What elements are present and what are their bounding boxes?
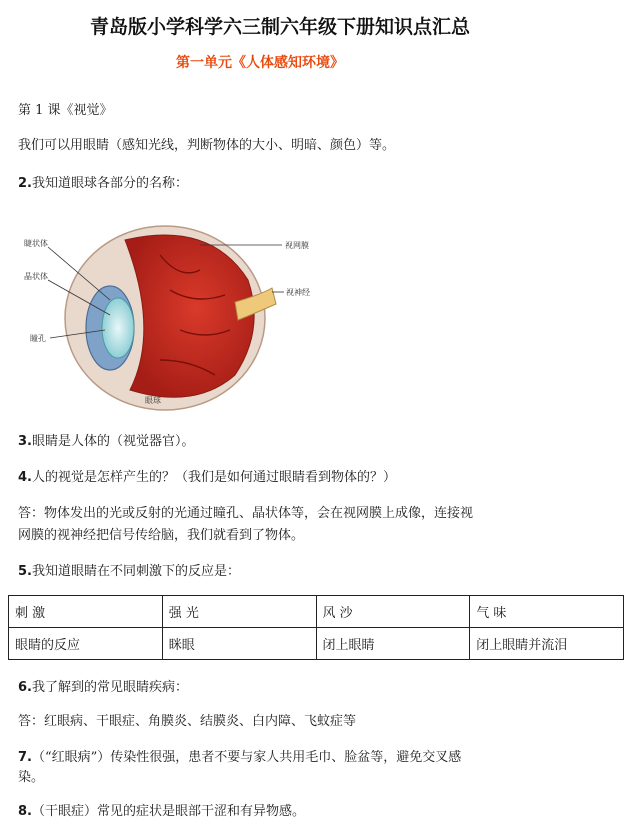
question-text: 眼睛是人体的（视觉器官）。 [31, 434, 195, 449]
table-cell: 刺 激 [9, 596, 163, 628]
answer-4-line-1: 答：物体发出的光或反射的光通过瞳孔、晶状体等，会在视网膜上成像，连接视 [18, 506, 474, 521]
question-text: （干眼症）常见的症状是眼部干涩和有异物感。 [31, 804, 305, 819]
question-text: 我知道眼球各部分的名称： [31, 176, 188, 191]
question-number: 4. [18, 470, 32, 485]
question-text: 我知道眼睛在不同刺激下的反应是： [31, 564, 240, 579]
table-cell: 风 沙 [316, 596, 470, 628]
question-text: 人的视觉是怎样产生的？（我们是如何通过眼睛看到物体的？） [31, 470, 396, 485]
question-number: 6. [18, 680, 32, 695]
table-cell: 眼睛的反应 [9, 628, 163, 660]
question-7-line-2: 染。 [18, 770, 45, 785]
question-3 [18, 432, 195, 452]
table-cell: 气 味 [470, 596, 624, 628]
table-cell: 闭上眼睛并流泪 [470, 628, 624, 660]
question-2 [18, 174, 188, 194]
table-row [9, 628, 624, 660]
eyeball-diagram [10, 210, 340, 415]
answer-4-line-2: 网膜的视神经把信号传给脑，我们就看到了物体。 [18, 528, 305, 543]
question-number: 3. [18, 434, 32, 449]
label-optic-nerve: 视神经 [286, 288, 310, 297]
label-pupil: 瞳孔 [30, 334, 46, 343]
intro-paragraph: 我们可以用眼睛（感知光线，判断物体的大小、明暗、颜色）等。 [18, 138, 396, 153]
table-cell: 强 光 [162, 596, 316, 628]
question-7-line-1 [18, 748, 461, 768]
lens-shape [102, 298, 134, 358]
diagram-caption: 眼球 [145, 396, 161, 405]
lesson-title: 第 1 课《视觉》 [18, 103, 113, 118]
question-4 [18, 468, 396, 488]
question-6 [18, 678, 188, 698]
table-row [9, 596, 624, 628]
question-text: 我了解到的常见眼睛疾病： [31, 680, 188, 695]
document-title: 青岛版小学科学六三制六年级下册知识点汇总 [89, 16, 470, 38]
unit-title: 第一单元《人体感知环境》 [176, 55, 344, 71]
question-5 [18, 562, 240, 582]
question-text: （“红眼病”）传染性很强，患者不要与家人共用毛巾、脸盆等，避免交叉感 [31, 750, 462, 765]
question-number: 5. [18, 564, 32, 579]
question-number: 8. [18, 804, 32, 819]
question-number: 2. [18, 176, 32, 191]
question-8 [18, 802, 305, 822]
stimulus-reaction-table [8, 595, 624, 660]
label-lens: 晶状体 [24, 272, 48, 281]
question-number: 7. [18, 750, 32, 765]
label-ciliary-body: 睫状体 [24, 239, 48, 248]
table-cell: 闭上眼睛 [316, 628, 470, 660]
label-retina: 视网膜 [285, 241, 309, 250]
answer-6: 答：红眼病、干眼症、角膜炎、结膜炎、白内障、飞蚊症等 [18, 714, 357, 729]
table-cell: 眯眼 [162, 628, 316, 660]
